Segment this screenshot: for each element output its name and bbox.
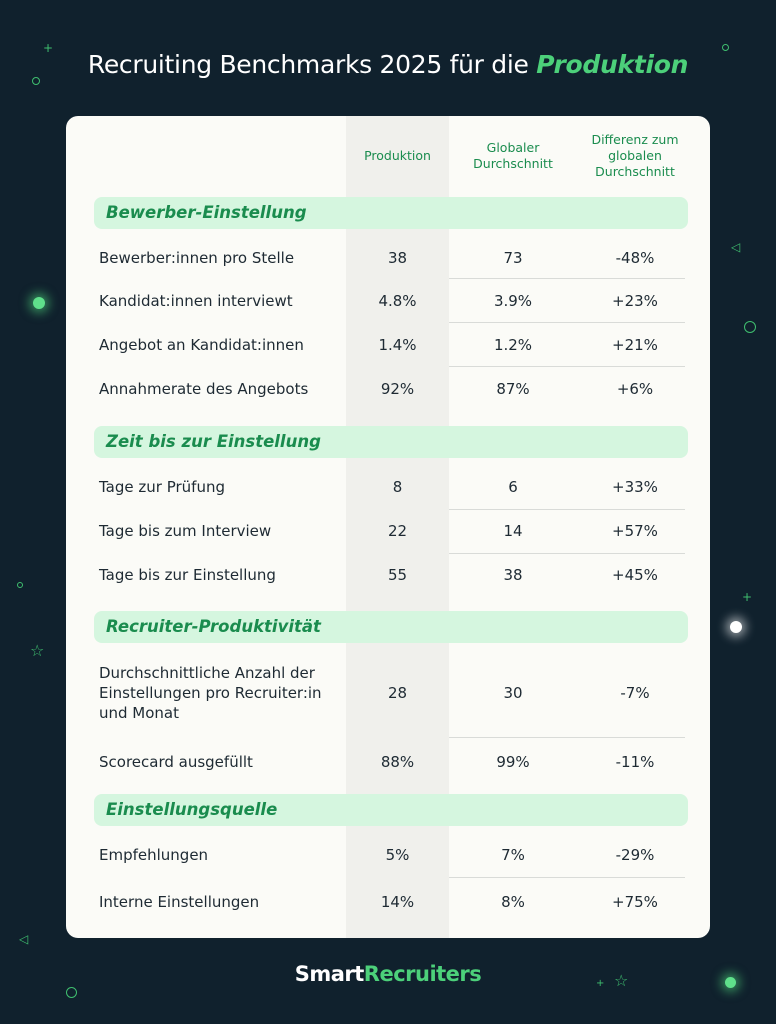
circle-icon [17, 582, 23, 588]
table-row [66, 367, 710, 411]
value-difference: -11% [615, 753, 655, 771]
page-title [0, 50, 776, 79]
triangle-icon: ◁ [731, 240, 741, 254]
circle-icon [744, 321, 756, 333]
value-difference: -29% [615, 846, 655, 864]
star-icon: ☆ [614, 971, 629, 990]
value-difference: -48% [615, 249, 655, 267]
column-header-global [457, 116, 569, 196]
row-label: Empfehlungen [99, 846, 209, 864]
value-global: 3.9% [493, 292, 533, 310]
section-header: Bewerber-Einstellung [94, 197, 688, 229]
row-label: Bewerber:innen pro Stelle [99, 249, 295, 267]
value-difference: +45% [612, 566, 658, 584]
value-global: 6 [508, 478, 518, 496]
value-produktion: 22 [387, 522, 408, 540]
row-label: Angebot an Kandidat:innen [99, 336, 304, 354]
value-produktion: 5% [385, 846, 410, 864]
glow-dot-icon [730, 621, 742, 633]
value-difference: +21% [612, 336, 658, 354]
row-label: Tage bis zur Einstellung [99, 566, 276, 584]
logo-text-recruiters: Recruiters [363, 962, 482, 986]
section-header: Zeit bis zur Einstellung [94, 426, 688, 458]
plus-icon: + [742, 590, 753, 604]
value-global: 30 [503, 684, 523, 702]
value-global: 73 [503, 249, 523, 267]
value-difference: +33% [612, 478, 658, 496]
table-row [66, 833, 710, 877]
table-row [66, 740, 710, 784]
row-divider [449, 737, 685, 738]
row-label: Tage bis zum Interview [99, 522, 272, 540]
value-difference: -7% [620, 684, 650, 702]
value-produktion: 38 [387, 249, 408, 267]
table-row [66, 649, 710, 737]
table-row [66, 880, 710, 924]
value-global: 1.2% [493, 336, 533, 354]
value-global: 38 [503, 566, 523, 584]
table-row [66, 465, 710, 509]
value-produktion: 28 [387, 684, 408, 702]
page-title-accent: Produktion [536, 50, 689, 79]
value-produktion: 88% [380, 753, 415, 771]
row-label: Tage zur Prüfung [99, 478, 225, 496]
row-label: Interne Einstellungen [99, 893, 260, 911]
row-label: Kandidat:innen interviewt [99, 292, 293, 310]
value-difference: +57% [612, 522, 658, 540]
section-header: Recruiter-Produktivität [94, 611, 688, 643]
value-produktion: 8 [392, 478, 403, 496]
glow-dot-icon [33, 297, 45, 309]
logo-text-smart: Smart [294, 962, 364, 986]
value-global: 87% [496, 380, 530, 398]
star-icon: ☆ [30, 641, 45, 660]
plus-icon: + [596, 978, 605, 989]
value-global: 99% [496, 753, 530, 771]
circle-icon [66, 987, 77, 998]
column-header-produktion: Produktion [364, 148, 431, 163]
page-title-text: Recruiting Benchmarks 2025 für die [87, 50, 537, 79]
table-row [66, 279, 710, 323]
table-row [66, 323, 710, 367]
row-label: Annahmerate des Angebots [99, 380, 309, 398]
value-global: 7% [501, 846, 525, 864]
section-header: Einstellungsquelle [94, 794, 688, 826]
value-produktion: 92% [380, 380, 415, 398]
value-global: 14 [503, 522, 523, 540]
column-header-difference [569, 116, 701, 196]
triangle-icon: ◁ [19, 932, 29, 946]
row-divider [449, 877, 685, 878]
value-difference: +6% [616, 380, 654, 398]
smartrecruiters-logo [0, 962, 776, 990]
plus-icon: + [43, 41, 54, 55]
value-difference: +75% [612, 893, 658, 911]
value-produktion: 14% [380, 893, 415, 911]
row-label: Scorecard ausgefüllt [99, 753, 253, 771]
value-produktion: 55 [387, 566, 408, 584]
row-label: Durchschnittliche Anzahl der Einstellungen pro Recruiter:in und Monat [99, 664, 322, 722]
column-header-difference-text: Differenz zum globalen Durchschnitt [591, 132, 679, 179]
column-header-global-text: Globaler Durchschnitt [473, 140, 553, 171]
value-produktion: 1.4% [378, 336, 417, 354]
table-row [66, 553, 710, 597]
value-global: 8% [501, 893, 525, 911]
value-difference: +23% [612, 292, 658, 310]
value-produktion: 4.8% [378, 292, 417, 310]
benchmark-table [66, 116, 710, 938]
table-row [66, 509, 710, 553]
table-row [66, 236, 710, 280]
